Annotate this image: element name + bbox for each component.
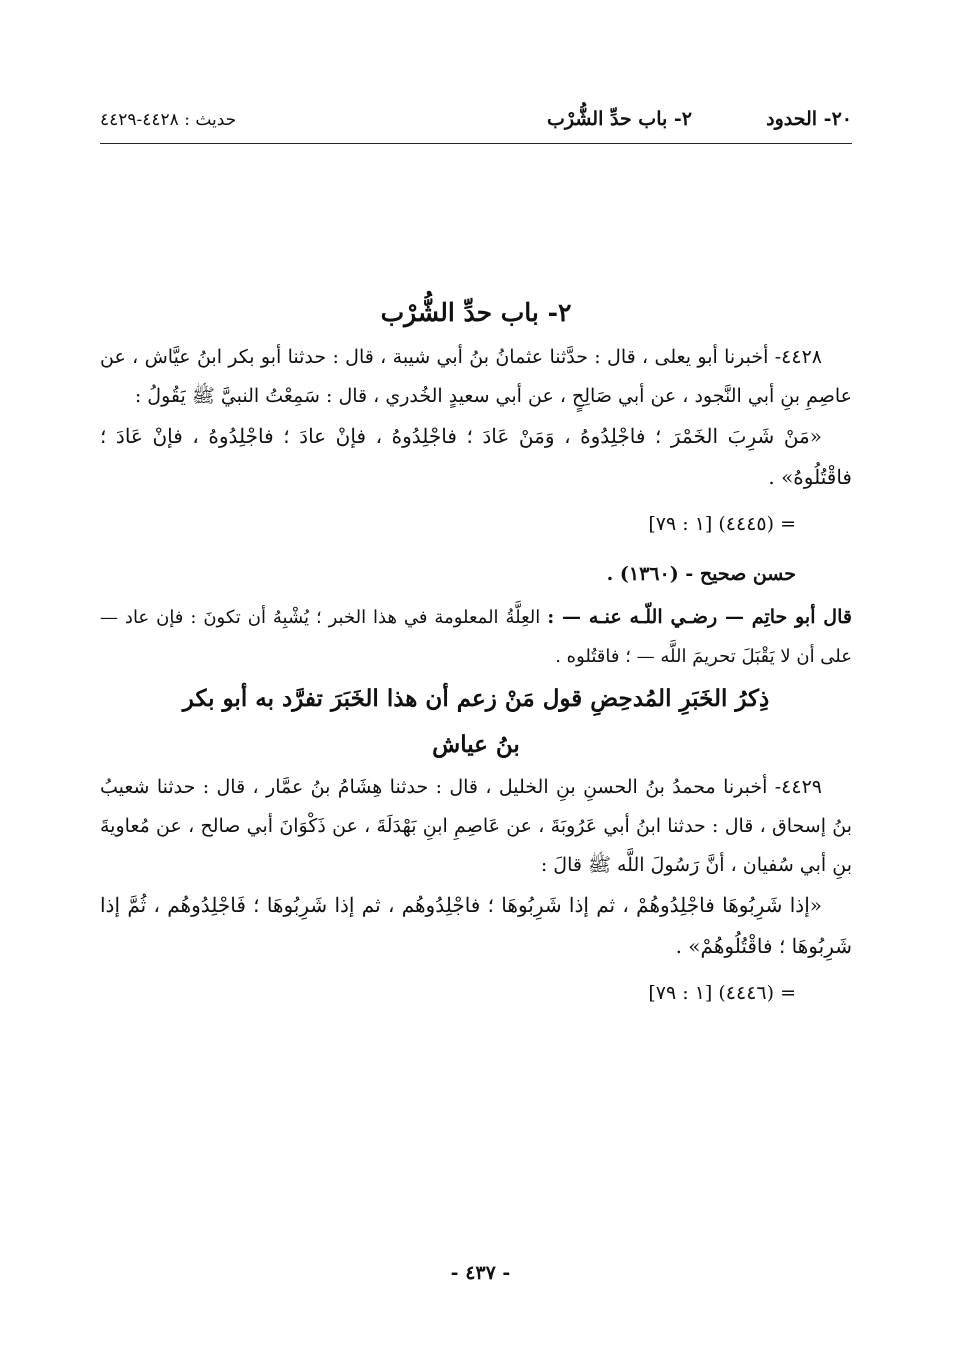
note-speaker: قال أبو حاتِم — رضـي اللّـه عنـه — : [547,606,852,628]
hadith-4428-matn: «مَنْ شَرِبَ الخَمْرَ ؛ فاجْلِدُوهُ ، وَمَنْ عَادَ ؛ فاجْلِدُوهُ ، فإنْ عادَ ؛ فاجْلِدُوهُ ، فإنْ عَادَ ؛ فاقْتُلُوهُ» . [100,424,852,489]
hadith-4429-isnad: ٤٤٢٩- أخبرنا محمدُ بنُ الحسنِ بنِ الخليل ، قال : حدثنا هِشَامُ بنُ عمَّار ، قال : حدثنا شعيبُ بنُ إسحاق ، قال : حدثنا ابنُ أبي عَرُوبَةَ ، عن عَاصِمِ ابنِ بَهْدَلَةَ ، عن ذَكْوَانَ أبي صالح ، عن مُعاويةَ بنِ أبي سُفيان ، أنَّ رَسُولَ اللَّه ﷺ قالَ : [100,776,852,876]
header-section-title: ٢٠- الحدود [766,108,852,130]
header-hadith-range: حديث : ٤٤٢٨-٤٤٢٩ [100,110,237,130]
hadith-4429-reference: = (٤٤٤٦) [١ : ٧٩] [648,982,796,1004]
note-text: العِلَّةُ المعلومة في هذا الخبر ؛ يُشْبِهُ أن تكونَ : فإن عاد — على أن لا يَقْبَلَ تحريمَ اللَّه — ؛ فاقتُلوه . [100,607,852,667]
hadith-4428-isnad: ٤٤٢٨- أخبرنا أبو يعلى ، قال : حدَّثنا عثمانُ بنُ أبي شيبة ، قال : حدثنا أبو بكر ابنُ عيَّاش ، عن عاصِمِ بنِ أبي النَّجود ، عن أبي صَالِحٍ ، عن أبي سعيدٍ الخُدري ، قال : سَمِعْتُ النبيَّ ﷺ يَقُولُ : [100,346,852,407]
narrator-note [100,598,852,676]
hadith-4428-reference: = (٤٤٤٥) [١ : ٧٩] [648,513,796,535]
page-body [100,288,852,1019]
hadith-4428-grade: حسن صحيح - (١٣٦٠) . [606,563,796,585]
header-chapter-title: ٢- باب حدِّ الشُّرْب [546,108,692,130]
running-header [100,102,852,142]
hadith-4429-matn: «إذا شَرِبُوهَا فاجْلِدُوهُمْ ، ثم إذا شَرِبُوهَا ؛ فاجْلِدُوهُم ، ثم إذا شَرِبُوهَا ؛ فَاجْلِدُوهُم ، ثُمَّ إذا شَرِبُوهَا ؛ فاقْتُلُوهُمْ» . [100,893,852,958]
page-number: - ٤٣٧ - [450,1262,511,1284]
chapter-heading: ٢- باب حدِّ الشُّرْب [380,298,572,327]
header-divider [100,143,852,144]
section-heading: ذِكرُ الخَبَرِ المُدحِضِ قول مَنْ زعم أن هذا الخَبَرَ تفرَّد به أبو بكر بنُ عياش [182,685,770,758]
